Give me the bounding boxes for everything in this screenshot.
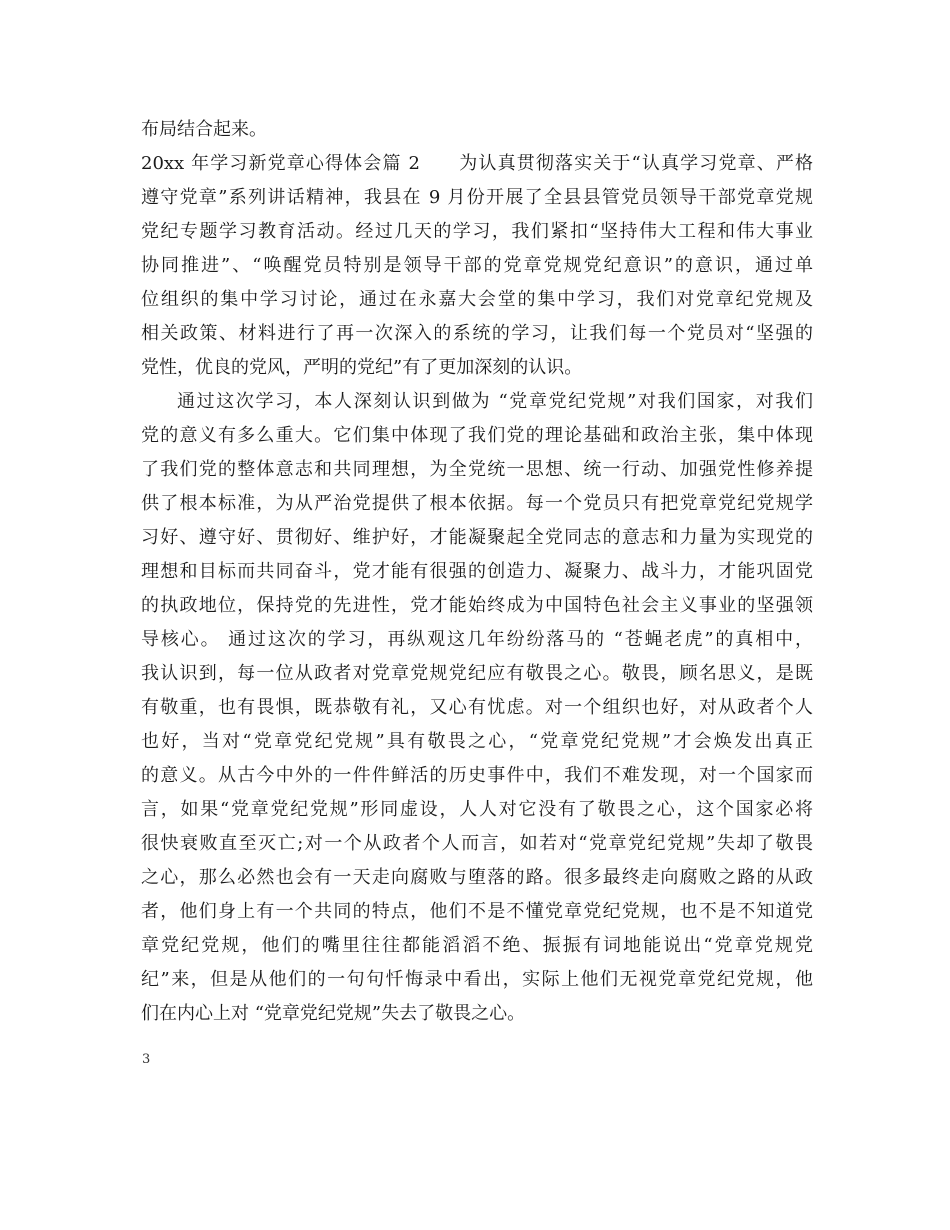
text-line: 的意义。从古今中外的一件件鲜活的历史事件中，我们不难发现，对一个国家而	[141, 765, 813, 786]
text-line: 也好，当对“党章党纪党规”具有敬畏之心，“党章党纪党规”才会焕发出真正	[141, 731, 813, 752]
text-line: 供了根本标准，为从严治党提供了根本依据。每一个党员只有把党章党纪党规学	[141, 493, 813, 514]
text-line: 通过这次学习，本人深刻认识到做为 “党章党纪党规”对我们国家，对我们	[177, 391, 813, 412]
text-line: 遵守党章”系列讲话精神，我县在 9 月份开展了全县县管党员领导干部党章党规	[141, 187, 813, 208]
text-line: 者，他们身上有一个共同的特点，他们不是不懂党章党纪党规，也不是不知道党	[141, 901, 813, 922]
text-line: 了我们党的整体意志和共同理想，为全党统一思想、统一行动、加强党性修养提	[141, 459, 813, 480]
text-line: 之心，那么必然也会有一天走向腐败与堕落的路。很多最终走向腐败之路的从政	[141, 867, 813, 888]
text-line: 位组织的集中学习讨论，通过在永嘉大会堂的集中学习，我们对党章纪党规及	[141, 289, 813, 310]
text-line: 党纪专题学习教育活动。经过几天的学习，我们紧扣“坚持伟大工程和伟大事业	[141, 221, 813, 242]
text-line: 协同推进”、“唤醒党员特别是领导干部的党章党规党纪意识”的意识，通过单	[141, 255, 813, 276]
text-line: 纪”来，但是从他们的一句句忏悔录中看出，实际上他们无视党章党纪党规，他	[141, 969, 813, 990]
text-line: 导核心。 通过这次的学习，再纵观这几年纷纷落马的 “苍蝇老虎”的真相中，	[141, 629, 813, 650]
text-line: 理想和目标而共同奋斗，党才能有很强的创造力、凝聚力、战斗力，才能巩固党	[141, 561, 813, 582]
text-line: 相关政策、材料进行了再一次深入的系统的学习，让我们每一个党员对“坚强的	[141, 323, 813, 344]
page-number: 3	[142, 1052, 151, 1067]
text-line: 党性，优良的党风，严明的党纪”有了更加深刻的认识。	[141, 357, 583, 378]
text-line: 20xx 年学习新党章心得体会篇 2 为认真贯彻落实关于“认真学习党章、严格	[141, 153, 813, 174]
text-line: 的执政地位，保持党的先进性，党才能始终成为中国特色社会主义事业的坚强领	[141, 595, 813, 616]
text-line: 习好、遵守好、贯彻好、维护好，才能凝聚起全党同志的意志和力量为实现党的	[141, 527, 813, 548]
text-line: 很快衰败直至灭亡;对一个从政者个人而言，如若对“党章党纪党规”失却了敬畏	[141, 833, 813, 854]
body-text	[141, 113, 813, 1031]
text-line: 们在内心上对 “党章党纪党规”失去了敬畏之心。	[141, 1003, 526, 1024]
text-line: 党的意义有多么重大。它们集中体现了我们党的理论基础和政治主张，集中体现	[141, 425, 813, 446]
text-line: 言，如果“党章党纪党规”形同虚设，人人对它没有了敬畏之心，这个国家必将	[141, 799, 813, 820]
text-line: 布局结合起来。	[141, 119, 267, 140]
text-line: 我认识到，每一位从政者对党章党规党纪应有敬畏之心。敬畏，顾名思义，是既	[141, 663, 813, 684]
text-line: 有敬重，也有畏惧，既恭敬有礼，又心有忧虑。对一个组织也好，对从政者个人	[141, 697, 813, 718]
text-line: 章党纪党规，他们的嘴里往往都能滔滔不绝、振振有词地能说出“党章党规党	[141, 935, 813, 956]
